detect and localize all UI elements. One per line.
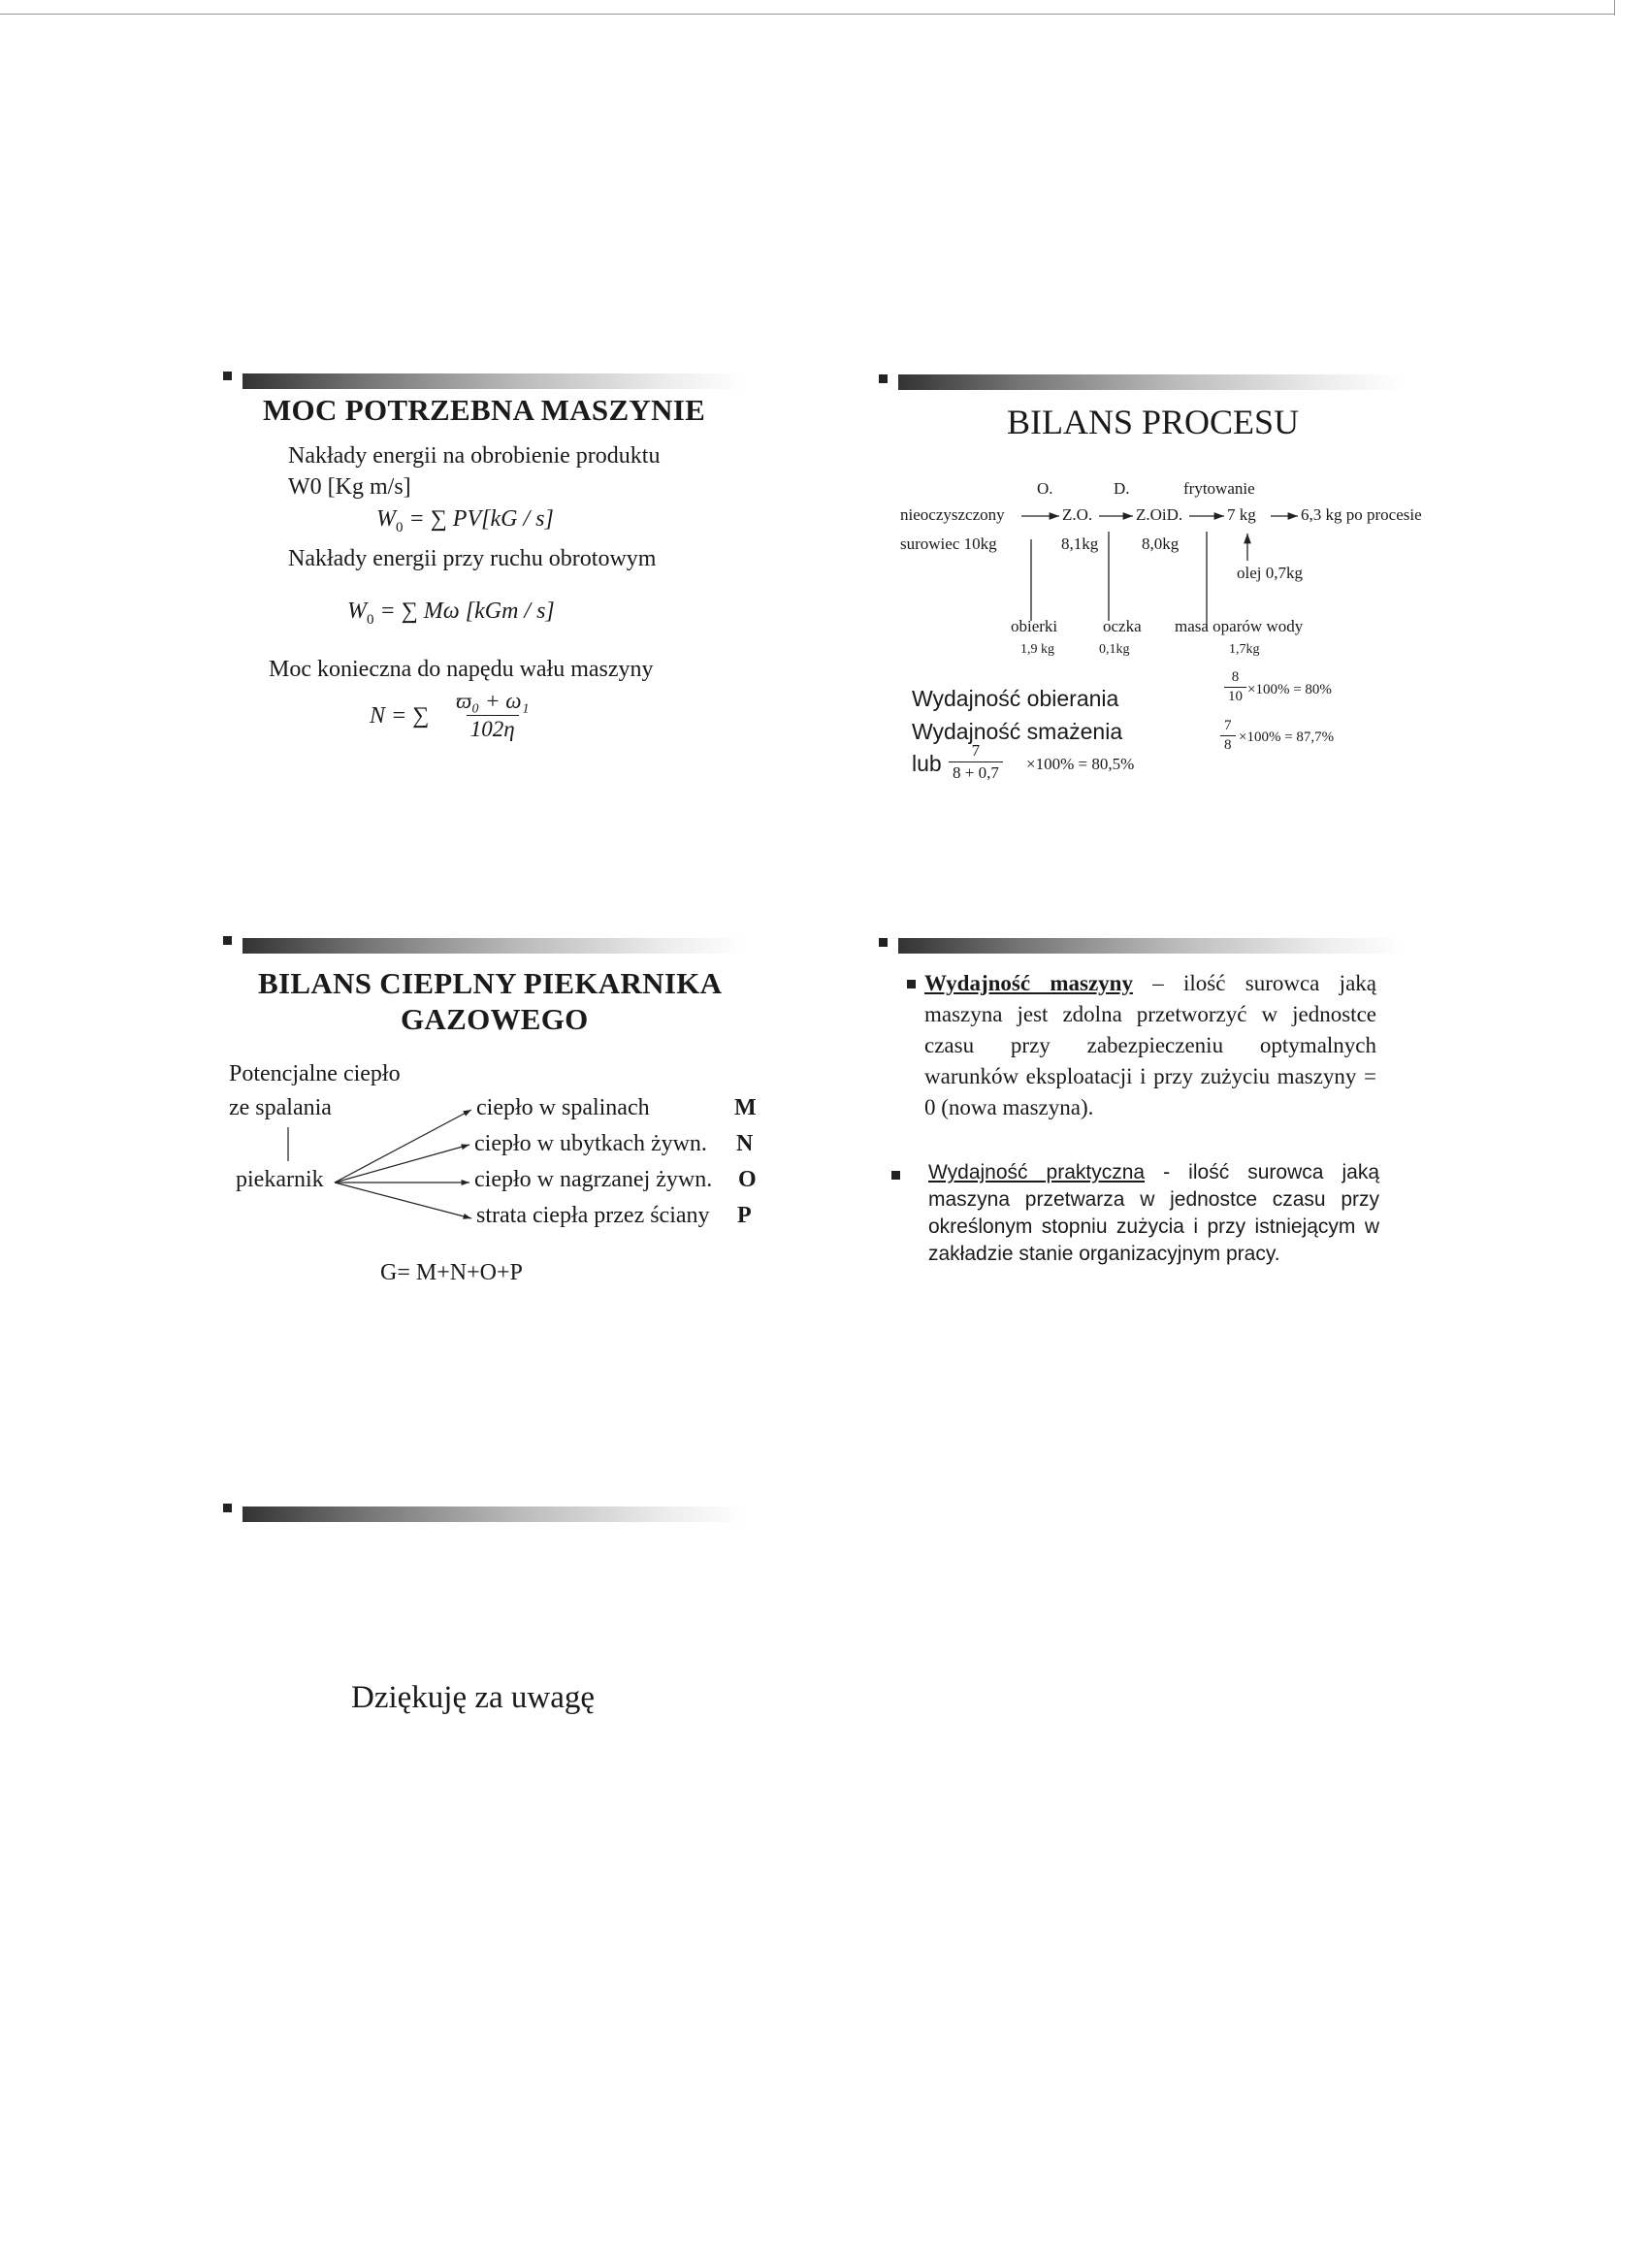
eff-peeling-fraction: $\frac{8}{10}$	[1224, 669, 1246, 705]
slide5-corner-marker	[223, 1504, 232, 1512]
slide1-eq3-numerator: ϖ₀ + ω₁	[456, 689, 530, 713]
heat-out-losses: ciepło w ubytkach żywn.	[474, 1131, 707, 1156]
eff-alt-result: ×100% = 80,5%	[1026, 755, 1135, 773]
waste-eyes: oczka	[1103, 617, 1142, 635]
heat-balance-formula: G= M+N+O+P	[380, 1260, 523, 1285]
label-frytowanie: frytowanie	[1183, 479, 1255, 498]
flow-zo-mass: 8,1kg	[1061, 535, 1099, 553]
eff-frying-fraction: $\frac{7}{8}$	[1220, 718, 1236, 754]
heat-out-walls-letter: P	[737, 1203, 752, 1228]
practical-capacity-definition: - ilość surowca jaką maszyna przetwarza w jednostce czasu przy określonym stopniu zużycia i przy istniejącym w zakładzie stanie organizacyjnym pracy.	[928, 1161, 1379, 1265]
heat-out-losses-letter: N	[736, 1131, 754, 1156]
heat-out-food-letter: O	[738, 1167, 757, 1192]
slide4-bullet1	[924, 968, 1376, 1123]
flow-zoid-mass: 8,0kg	[1142, 535, 1180, 553]
slide2-title: BILANS PROCESU	[1007, 403, 1300, 441]
slide1-title: MOC POTRZEBNA MASZYNIE	[263, 393, 706, 427]
flow-oil: olej 0,7kg	[1237, 564, 1303, 582]
slide1-eq3-lhs: N = ∑	[370, 703, 430, 729]
waste-peel: obierki	[1011, 617, 1058, 635]
flow-zo: Z.O.	[1062, 505, 1093, 524]
slide4-corner-marker	[879, 938, 888, 947]
flow-7kg: 7 kg	[1227, 505, 1256, 524]
label-d: D.	[1114, 479, 1130, 498]
thank-you-text: Dziękuję za uwagę	[351, 1680, 596, 1715]
machine-capacity-term: Wydajność maszyny	[924, 971, 1133, 995]
eff-frying-label: Wydajność smażenia	[912, 719, 1123, 744]
eff-frying-result: ×100% = 87,7%	[1239, 729, 1335, 745]
eff-alt-fraction: $\frac{7}{8 + 0,7}$	[949, 741, 1003, 783]
heat-out-food: ciepło w nagrzanej żywn.	[474, 1167, 713, 1192]
flow-input: nieoczyszczony	[900, 505, 1005, 524]
waste-peel-mass: 1,9 kg	[1020, 642, 1054, 657]
heat-source-line2: ze spalania	[229, 1095, 332, 1120]
slide4-bullet2	[928, 1159, 1379, 1268]
slide3-title-line1: BILANS CIEPLNY PIEKARNIKA	[258, 966, 723, 1000]
slide4-header-bar	[898, 938, 1403, 954]
flow-input-mass: surowiec 10kg	[900, 535, 997, 553]
heat-out-flue-letter: M	[734, 1095, 757, 1120]
eff-peeling-result: ×100% = 80%	[1247, 682, 1332, 697]
slide4-bullet2-marker	[891, 1171, 900, 1180]
eff-or-label: lub	[912, 751, 942, 776]
slide1-equation2: $W_0$ = ∑ Mω [kGm / s]	[347, 599, 555, 628]
slide1-eq3-denominator: 102η	[467, 715, 519, 742]
eff-peeling-label: Wydajność obierania	[912, 686, 1119, 711]
slide1-line2: W0 [Kg m/s]	[288, 474, 411, 500]
slide1-equation1: $W_0$ = ∑ PV[kG / s]	[376, 506, 554, 535]
slide1-line3: Nakłady energii przy ruchu obrotowym	[288, 546, 657, 571]
slide3-title-line2: GAZOWEGO	[401, 1002, 589, 1036]
slide5-header-bar	[242, 1507, 747, 1522]
label-o: O.	[1037, 479, 1053, 498]
flow-output: 6,3 kg po procesie	[1301, 505, 1422, 524]
waste-vapour: masa oparów wody	[1175, 617, 1304, 635]
heat-out-flue: ciepło w spalinach	[476, 1095, 650, 1120]
practical-capacity-term: Wydajność praktyczna	[928, 1161, 1146, 1183]
oven-label: piekarnik	[236, 1167, 324, 1192]
slide1-line4: Moc konieczna do napędu wału maszyny	[269, 657, 654, 682]
waste-eyes-mass: 0,1kg	[1099, 642, 1130, 657]
heat-source-line1: Potencjalne ciepło	[229, 1061, 401, 1086]
slide1-line1: Nakłady energii na obrobienie produktu	[288, 443, 661, 469]
machine-capacity-definition: – ilość surowca jaką maszyna jest zdolna przetworzyć w jednostce czasu przy zabezpieczeniu optymalnych warunków eksploatacji i przy zużyciu maszyny = 0 (nowa maszyna).	[924, 971, 1376, 1119]
flow-zoid: Z.OiD.	[1136, 505, 1183, 524]
heat-out-walls: strata ciepła przez ściany	[476, 1203, 710, 1228]
waste-vapour-mass: 1,7kg	[1229, 642, 1260, 657]
slide4-bullet1-marker	[907, 980, 916, 988]
